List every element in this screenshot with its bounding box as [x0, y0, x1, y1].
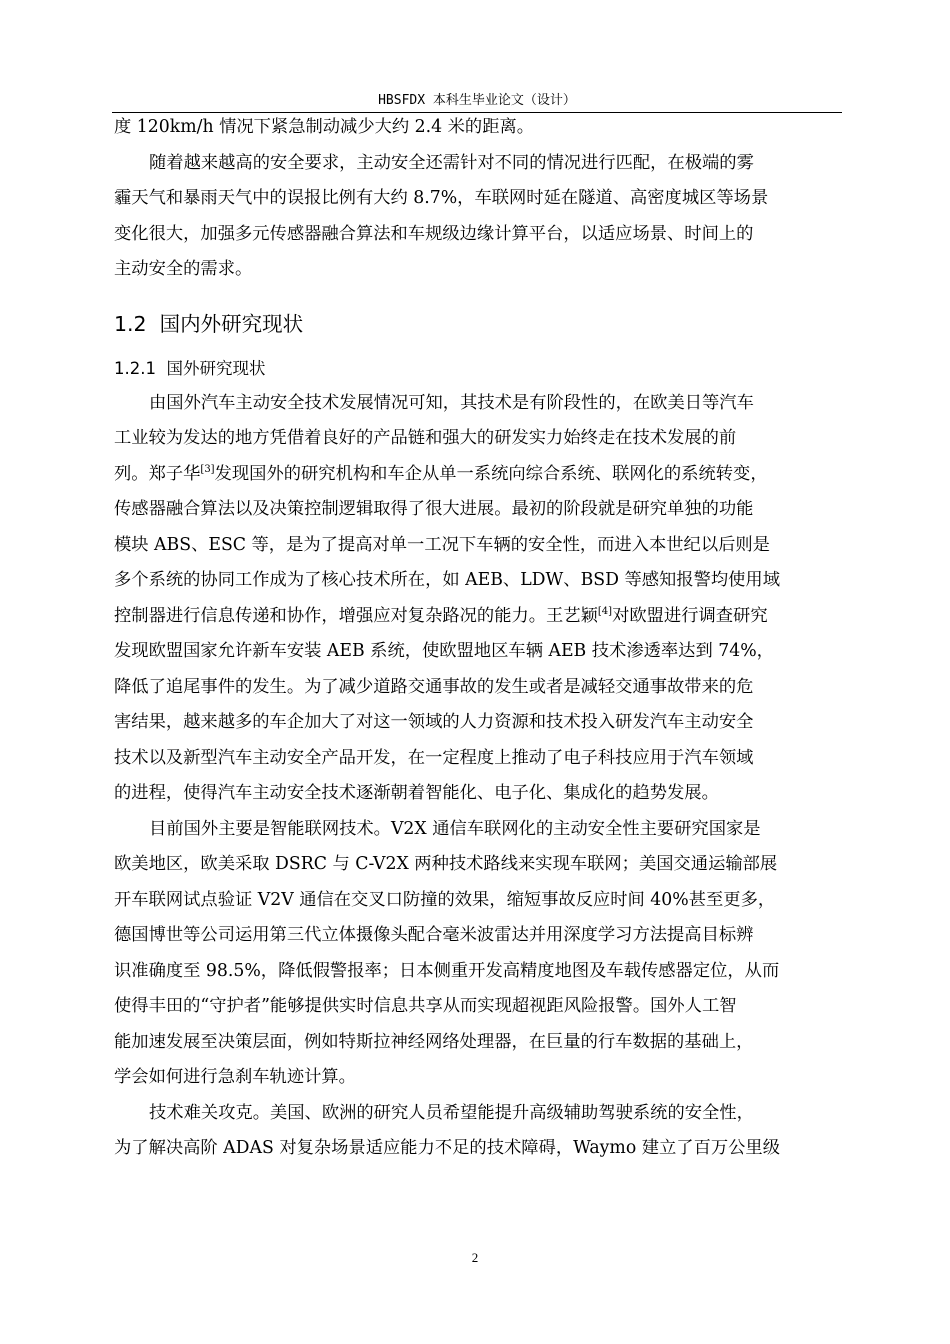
citation-ref: [3]	[200, 463, 215, 475]
text-line: 目前国外主要是智能联网技术。V2X 通信车联网化的主动安全性主要研究国家是	[149, 818, 761, 839]
document-body	[114, 110, 838, 1167]
text-line: 变化很大，加强多元传感器融合算法和车规级边缘计算平台，以适应场景、时间上的	[114, 223, 754, 244]
subsection-title: 国外研究现状	[166, 358, 266, 378]
section-title: 国内外研究现状	[159, 311, 304, 336]
text-segment: 控制器进行信息传递和协作，增强应对复杂路况的能力。王艺颖	[114, 605, 598, 626]
text-line: 降低了追尾事件的发生。为了减少道路交通事故的发生或者是减轻交通事故带来的危	[114, 676, 754, 697]
text-line: 多个系统的协同工作成为了核心技术所在，如 AEB、LDW、BSD 等感知报警均使用域	[114, 570, 780, 590]
text-line: 模块 ABS、ESC 等，是为了提高对单一工况下车辆的安全性，而进入本世纪以后则是	[114, 534, 770, 555]
text-line: 传感器融合算法以及决策控制逻辑取得了很大进展。最初的阶段就是研究单独的功能	[114, 499, 754, 519]
text-line: 技术以及新型汽车主动安全产品开发，在一定程度上推动了电子科技应用于汽车领域	[114, 747, 754, 768]
paragraph	[114, 1096, 838, 1167]
text-line: 技术难关攻克。美国、欧洲的研究人员希望能提升高级辅助驾驶系统的安全性，	[149, 1102, 754, 1123]
citation-ref: [4]	[597, 605, 613, 617]
text-line: 开车联网试点验证 V2V 通信在交叉口防撞的效果，缩短事故反应时间 40%甚至更多，	[114, 889, 776, 910]
text-line	[114, 599, 838, 635]
text-line: 德国博世等公司运用第三代立体摄像头配合毫米波雷达并用深度学习方法提高目标辨	[114, 925, 754, 945]
text-line: 害结果，越来越多的车企加大了对这一领域的人力资源和技术投入研发汽车主动安全	[114, 712, 754, 732]
text-line: 霾天气和暴雨天气中的误报比例有大约 8.7%，车联网时延在隧道、高密度城区等场景	[114, 188, 769, 208]
section-heading	[114, 302, 838, 346]
text-line: 使得丰田的“守护者”能够提供实时信息共享从而实现超视距风险报警。国外人工智	[114, 996, 737, 1016]
text-line: 的进程，使得汽车主动安全技术逐渐朝着智能化、电子化、集成化的趋势发展。	[114, 783, 719, 803]
text-line: 欧美地区，欧美采取 DSRC 与 C-V2X 两种技术路线来实现车联网；美国交通运输部展	[114, 854, 778, 874]
text-line: 由国外汽车主动安全技术发展情况可知，其技术是有阶段性的，在欧美日等汽车	[149, 392, 754, 413]
text-segment: 对欧盟进行调查研究	[612, 605, 768, 626]
text-line: 为了解决高阶 ADAS 对复杂场景适应能力不足的技术障碍，Waymo 建立了百万公里级	[114, 1138, 780, 1158]
text-segment: 列。郑子华	[114, 463, 201, 484]
text-line: 能加速发展至决策层面，例如特斯拉神经网络处理器，在巨量的行车数据的基础上，	[114, 1031, 754, 1052]
text-line: 识准确度至 98.5%，降低假警报率；日本侧重开发高精度地图及车载传感器定位，从而	[114, 960, 780, 981]
text-line: 学会如何进行急刹车轨迹计算。	[114, 1067, 356, 1087]
text-line: 主动安全的需求。	[114, 259, 253, 279]
subsection-heading	[114, 352, 838, 386]
paragraph	[114, 146, 838, 288]
text-line: 工业较为发达的地方凭借着良好的产品链和强大的研发实力始终走在技术发展的前	[114, 428, 737, 448]
subsection-number: 1.2.1	[114, 358, 156, 378]
text-line: 度 120km/h 情况下紧急制动减少大约 2.4 米的距离。	[114, 117, 535, 137]
text-line: 发现欧盟国家允许新车安装 AEB 系统，使欧盟地区车辆 AEB 技术渗透率达到 74%，	[114, 641, 774, 661]
paragraph	[114, 110, 838, 146]
text-line: 随着越来越高的安全要求，主动安全还需针对不同的情况进行匹配，在极端的雾	[149, 152, 754, 173]
page-number: 2	[471, 1250, 479, 1265]
page-header: HBSFDX 本科生毕业论文（设计）	[112, 92, 842, 113]
paragraph	[114, 812, 838, 1096]
paragraph	[114, 386, 838, 812]
section-number: 1.2	[114, 311, 147, 336]
text-segment: 发现国外的研究机构和车企从单一系统向综合系统、联网化的系统转变，	[214, 463, 768, 484]
text-line	[114, 457, 838, 493]
